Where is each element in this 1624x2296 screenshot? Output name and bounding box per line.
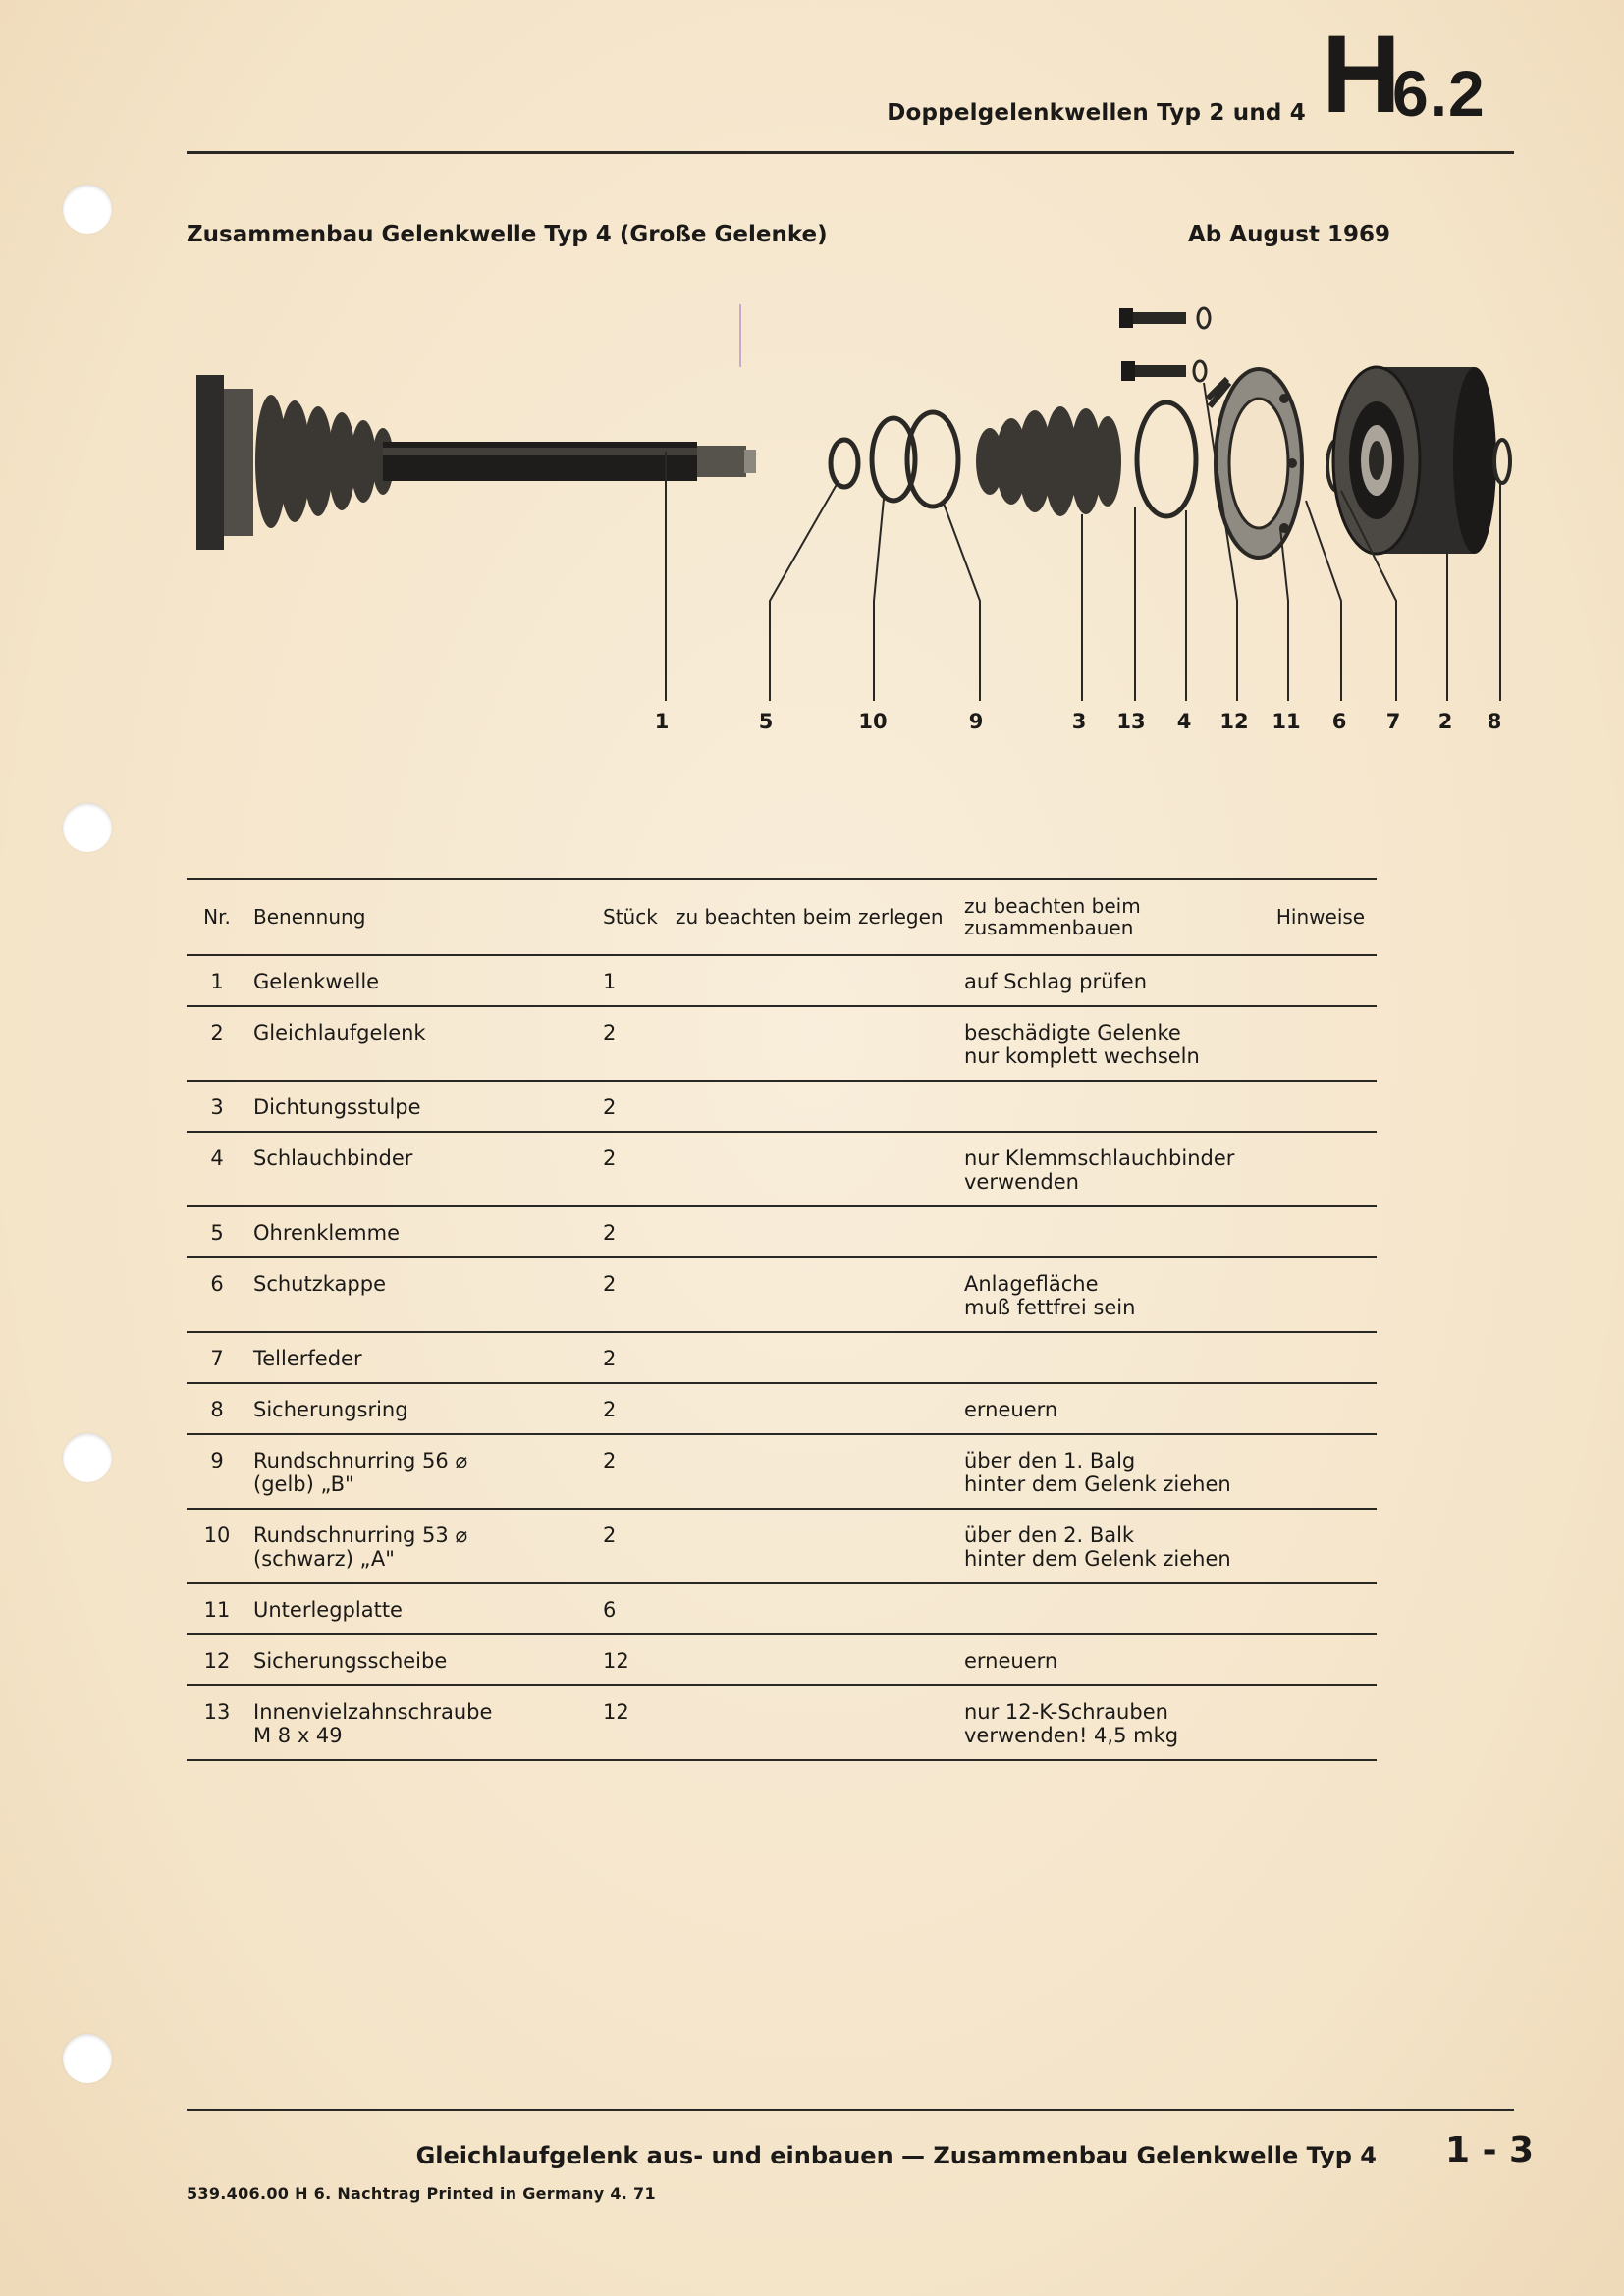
- note-disassembly: [670, 1257, 958, 1332]
- table-row: [187, 1383, 1377, 1434]
- section-heading: Zusammenbau Gelenkwelle Typ 4 (Große Gelenke): [187, 222, 828, 247]
- col-zerlegen: zu beachten beim zerlegen: [670, 879, 958, 955]
- part-quantity: 2: [597, 1509, 670, 1583]
- punch-hole: [63, 1433, 112, 1482]
- part-quantity: 2: [597, 1206, 670, 1257]
- part-quantity: 2: [597, 1257, 670, 1332]
- note-assembly: [958, 1583, 1265, 1634]
- note-hints: [1265, 1634, 1377, 1685]
- note-assembly: nur Klemmschlauchbinder verwenden: [958, 1132, 1265, 1206]
- note-hints: [1265, 1332, 1377, 1383]
- callout-label: 4: [1176, 710, 1192, 733]
- note-hints: [1265, 1257, 1377, 1332]
- part-number: 5: [187, 1206, 247, 1257]
- table-header-row: [187, 879, 1377, 955]
- callout-label: 2: [1437, 710, 1453, 733]
- part-quantity: 2: [597, 1006, 670, 1081]
- part-quantity: 12: [597, 1685, 670, 1760]
- part-quantity: 2: [597, 1332, 670, 1383]
- part-name: Dichtungsstulpe: [247, 1081, 597, 1132]
- table-row: [187, 1332, 1377, 1383]
- table-row: [187, 1081, 1377, 1132]
- part-number: 13: [187, 1685, 247, 1760]
- page-number: 1 - 3: [1445, 2130, 1535, 2170]
- hose-clamp: [1137, 402, 1196, 516]
- note-hints: [1265, 1685, 1377, 1760]
- note-disassembly: [670, 1434, 958, 1509]
- table-row: [187, 1006, 1377, 1081]
- note-hints: [1265, 1132, 1377, 1206]
- part-name: Sicherungsring: [247, 1383, 597, 1434]
- left-joint: [196, 375, 253, 550]
- part-quantity: 12: [597, 1634, 670, 1685]
- col-hinweise: Hinweise: [1265, 879, 1377, 955]
- callout-label: 12: [1219, 710, 1249, 733]
- ear-clamp: [831, 440, 858, 487]
- part-number: 8: [187, 1383, 247, 1434]
- footer-title: Gleichlaufgelenk aus- und einbauen — Zusammenbau Gelenkwelle Typ 4: [415, 2142, 1377, 2169]
- note-disassembly: [670, 1206, 958, 1257]
- callout-label: 11: [1272, 710, 1301, 733]
- table-row: [187, 1685, 1377, 1760]
- footer-rule: [187, 2109, 1514, 2111]
- table-row: [187, 1132, 1377, 1206]
- table-row: [187, 955, 1377, 1006]
- part-name: Innenvielzahnschraube M 8 x 49: [247, 1685, 597, 1760]
- part-name: Ohrenklemme: [247, 1206, 597, 1257]
- parts-table: [187, 878, 1377, 1761]
- section-letter: H: [1322, 13, 1401, 135]
- part-number: 10: [187, 1509, 247, 1583]
- note-hints: [1265, 955, 1377, 1006]
- note-assembly: über den 1. Balg hinter dem Gelenk ziehen: [958, 1434, 1265, 1509]
- col-nr: Nr.: [187, 879, 247, 955]
- punch-hole: [63, 2034, 112, 2083]
- section-date: Ab August 1969: [1188, 222, 1390, 247]
- note-disassembly: [670, 1685, 958, 1760]
- part-number: 3: [187, 1081, 247, 1132]
- section-number: 6.2: [1392, 57, 1486, 130]
- part-number: 2: [187, 1006, 247, 1081]
- part-name: Tellerfeder: [247, 1332, 597, 1383]
- part-name: Rundschnurring 56 ⌀ (gelb) „B": [247, 1434, 597, 1509]
- note-hints: [1265, 1434, 1377, 1509]
- socket-head-bolts: [1119, 308, 1210, 381]
- table-row: [187, 1634, 1377, 1685]
- note-hints: [1265, 1081, 1377, 1132]
- note-assembly: beschädigte Gelenke nur komplett wechseln: [958, 1006, 1265, 1081]
- note-hints: [1265, 1509, 1377, 1583]
- print-code: 539.406.00 H 6. Nachtrag Printed in Germany 4. 71: [187, 2184, 656, 2203]
- exploded-view-diagram: [187, 304, 1532, 746]
- part-quantity: 2: [597, 1383, 670, 1434]
- note-assembly: [958, 1206, 1265, 1257]
- note-disassembly: [670, 1509, 958, 1583]
- callout-label: 10: [858, 710, 888, 733]
- part-name: Unterlegplatte: [247, 1583, 597, 1634]
- note-assembly: nur 12-K-Schrauben verwenden! 4,5 mkg: [958, 1685, 1265, 1760]
- note-assembly: auf Schlag prüfen: [958, 955, 1265, 1006]
- part-number: 11: [187, 1583, 247, 1634]
- note-assembly: [958, 1081, 1265, 1132]
- table-row: [187, 1206, 1377, 1257]
- part-name: Rundschnurring 53 ⌀ (schwarz) „A": [247, 1509, 597, 1583]
- col-name: Benennung: [247, 879, 597, 955]
- table-row: [187, 1434, 1377, 1509]
- note-hints: [1265, 1206, 1377, 1257]
- col-zusammenbauen: zu beachten beim zusammenbauen: [958, 879, 1265, 955]
- part-name: Gleichlaufgelenk: [247, 1006, 597, 1081]
- note-hints: [1265, 1583, 1377, 1634]
- part-name: Schutzkappe: [247, 1257, 597, 1332]
- note-disassembly: [670, 1332, 958, 1383]
- callout-label: 13: [1116, 710, 1146, 733]
- part-name: Gelenkwelle: [247, 955, 597, 1006]
- note-hints: [1265, 1006, 1377, 1081]
- table-row: [187, 1583, 1377, 1634]
- table-row: [187, 1257, 1377, 1332]
- note-assembly: erneuern: [958, 1383, 1265, 1434]
- note-disassembly: [670, 1383, 958, 1434]
- sealing-boot: [976, 406, 1121, 516]
- callout-label: 3: [1071, 710, 1087, 733]
- note-assembly: [958, 1332, 1265, 1383]
- callout-label: 7: [1385, 710, 1401, 733]
- left-boot: [255, 395, 394, 528]
- part-quantity: 1: [597, 955, 670, 1006]
- callout-label: 8: [1487, 710, 1502, 733]
- callout-label: 5: [758, 710, 774, 733]
- header-rule: [187, 151, 1514, 154]
- note-assembly: erneuern: [958, 1634, 1265, 1685]
- table-row: [187, 1509, 1377, 1583]
- callout-label: 9: [968, 710, 984, 733]
- part-number: 9: [187, 1434, 247, 1509]
- parts-table-body: [187, 955, 1377, 1760]
- note-disassembly: [670, 1132, 958, 1206]
- callout-label: 6: [1331, 710, 1347, 733]
- part-number: 6: [187, 1257, 247, 1332]
- circlip: [1494, 440, 1510, 483]
- punch-hole: [63, 185, 112, 234]
- header-title: Doppelgelenkwellen Typ 2 und 4: [887, 100, 1306, 126]
- col-qty: Stück: [597, 879, 670, 955]
- note-assembly: Anlagefläche muß fettfrei sein: [958, 1257, 1265, 1332]
- part-quantity: 2: [597, 1081, 670, 1132]
- note-hints: [1265, 1383, 1377, 1434]
- part-number: 12: [187, 1634, 247, 1685]
- note-disassembly: [670, 1006, 958, 1081]
- part-number: 7: [187, 1332, 247, 1383]
- note-assembly: über den 2. Balk hinter dem Gelenk ziehen: [958, 1509, 1265, 1583]
- part-quantity: 2: [597, 1434, 670, 1509]
- part-name: Sicherungsscheibe: [247, 1634, 597, 1685]
- part-name: Schlauchbinder: [247, 1132, 597, 1206]
- note-disassembly: [670, 1634, 958, 1685]
- note-disassembly: [670, 955, 958, 1006]
- part-number: 1: [187, 955, 247, 1006]
- protective-cap: [1216, 369, 1302, 558]
- part-quantity: 2: [597, 1132, 670, 1206]
- part-number: 4: [187, 1132, 247, 1206]
- punch-hole: [63, 803, 112, 852]
- drive-shaft: [383, 442, 756, 481]
- note-disassembly: [670, 1081, 958, 1132]
- part-quantity: 6: [597, 1583, 670, 1634]
- note-disassembly: [670, 1583, 958, 1634]
- callout-label: 1: [654, 710, 670, 733]
